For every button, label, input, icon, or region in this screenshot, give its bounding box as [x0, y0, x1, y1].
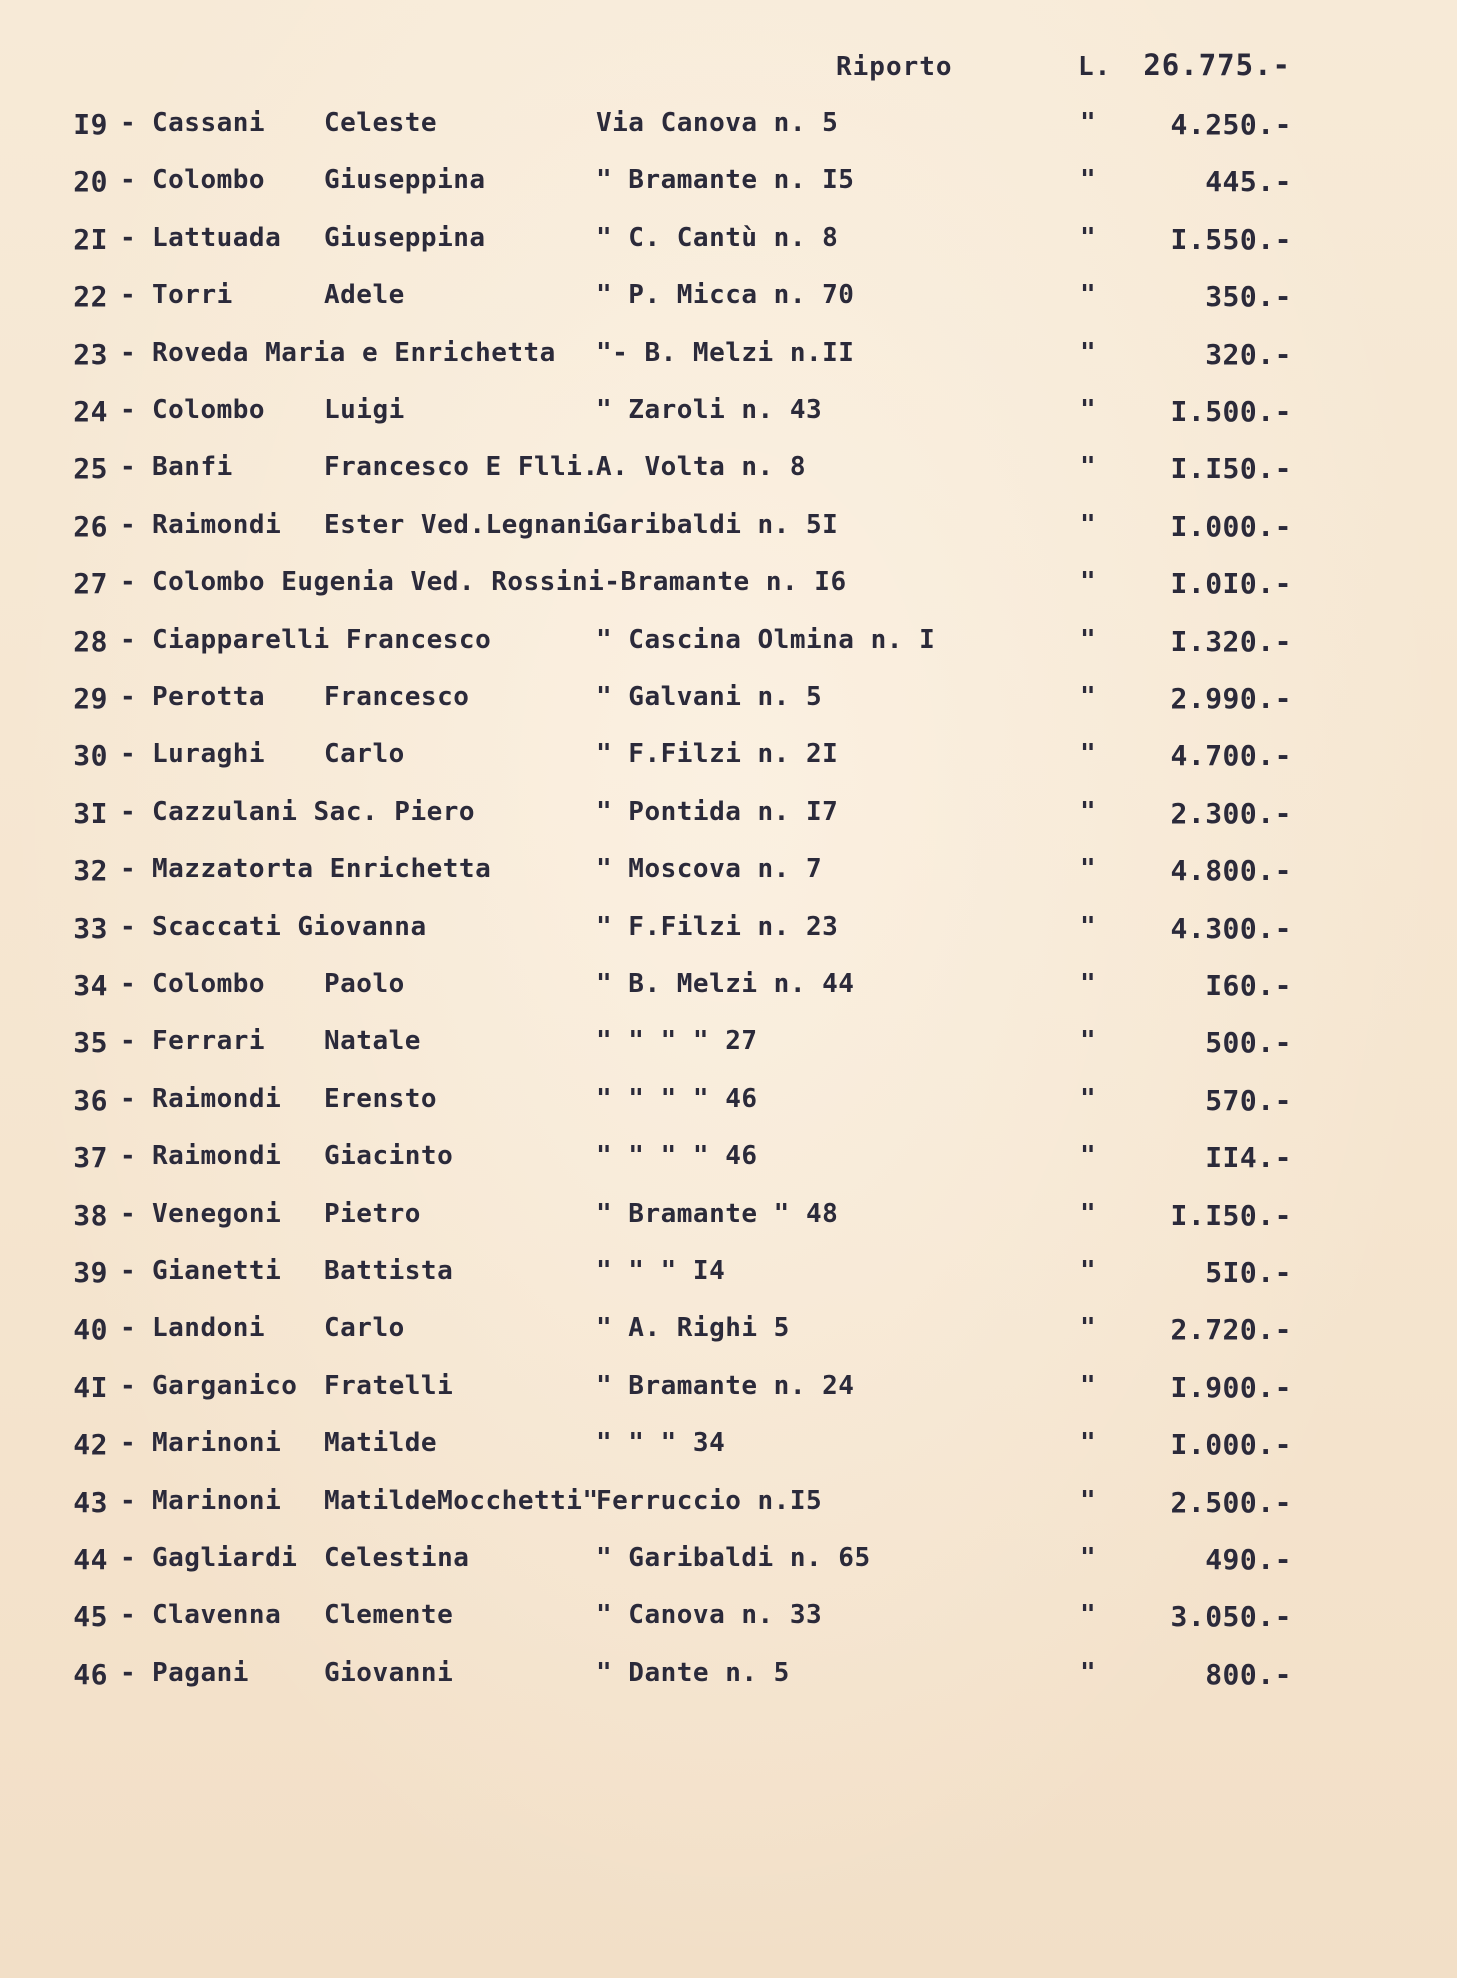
entry-address: "- B. Melzi n.II — [596, 337, 855, 368]
currency-label: L. — [1078, 52, 1112, 82]
entry-given-name: Francesco — [324, 682, 470, 712]
entry-dash: - — [120, 1485, 137, 1516]
entry-amount: 320.- — [1205, 337, 1292, 371]
list-item — [0, 272, 1457, 324]
entry-amount: 800.- — [1205, 1657, 1292, 1691]
entry-dash: - — [120, 1198, 137, 1229]
entry-ditto-mark: " — [1080, 1141, 1097, 1172]
carry-forward-label: Riporto — [836, 52, 953, 82]
entry-dash: - — [120, 682, 137, 712]
entry-dash: - — [120, 969, 137, 999]
list-item — [0, 904, 1457, 956]
list-item — [0, 789, 1457, 841]
entry-address: " B. Melzi n. 44 — [596, 969, 855, 999]
entry-dash: - — [120, 1026, 137, 1057]
list-item — [0, 444, 1457, 496]
entry-amount: I60.- — [1205, 969, 1292, 1002]
entry-name: Luraghi — [152, 739, 266, 770]
carry-forward-amount: 26.775.- — [1143, 48, 1291, 82]
entry-name: Garganico — [152, 1370, 298, 1401]
list-item — [0, 387, 1457, 439]
entry-dash: - — [120, 739, 137, 770]
entry-ditto-mark: " — [1080, 1198, 1097, 1229]
entry-dash: - — [120, 1141, 137, 1172]
entry-amount: II4.- — [1205, 1141, 1292, 1175]
entry-address: " Bramante " 48 — [596, 1198, 839, 1229]
entry-name: Cazzulani Sac. Piero — [152, 796, 476, 827]
entry-name: Gagliardi — [152, 1543, 298, 1573]
entry-ditto-mark: " — [1080, 1083, 1097, 1114]
entry-address: Via Canova n. 5 — [596, 108, 839, 138]
entry-address: Ferruccio n.I5 — [596, 1485, 823, 1516]
entry-given-name: Ester Ved.Legnani — [324, 509, 599, 540]
entry-amount: 4.250.- — [1170, 108, 1292, 141]
entry-name: Raimondi — [152, 509, 282, 540]
entry-amount: I.0I0.- — [1170, 567, 1292, 601]
entry-address: " Dante n. 5 — [596, 1657, 790, 1688]
entry-ditto-mark: " — [1080, 1485, 1097, 1516]
list-item — [0, 502, 1457, 554]
entry-amount: 445.- — [1205, 165, 1292, 199]
entry-given-name: Erensto — [324, 1083, 438, 1114]
entry-given-name: Celeste — [324, 108, 438, 138]
list-item — [0, 157, 1457, 209]
entry-address: " Pontida n. I7 — [596, 796, 839, 827]
entry-address: " P. Micca n. 70 — [596, 280, 855, 311]
entry-number: 4I — [73, 1370, 108, 1404]
entry-amount: 5I0.- — [1205, 1256, 1292, 1289]
list-item — [0, 1133, 1457, 1185]
entry-address: " " " I4 — [596, 1256, 726, 1286]
entry-number: 38 — [73, 1198, 108, 1232]
list-item — [0, 215, 1457, 267]
entry-number: 24 — [73, 395, 108, 428]
entry-amount: I.550.- — [1170, 222, 1292, 256]
entry-number: 30 — [73, 739, 108, 773]
entry-name: Cassani — [152, 108, 266, 138]
entry-amount: 500.- — [1205, 1026, 1292, 1060]
entry-amount: 4.800.- — [1170, 854, 1292, 888]
entry-address: " " " " 46 — [596, 1141, 758, 1172]
entry-ditto-mark: " — [1080, 1370, 1097, 1401]
entry-ditto-mark: " — [1080, 969, 1097, 999]
entry-number: 3I — [73, 796, 108, 830]
list-item — [0, 961, 1457, 1013]
entry-number: 25 — [73, 452, 108, 486]
entry-given-name: Pietro — [324, 1198, 421, 1229]
entry-name: Marinoni — [152, 1428, 282, 1459]
entry-dash: - — [120, 452, 137, 483]
entry-name: Landoni — [152, 1313, 266, 1344]
list-item — [0, 100, 1457, 152]
entry-name: Raimondi — [152, 1141, 282, 1172]
entry-number: 40 — [73, 1313, 108, 1347]
entry-amount: 2.720.- — [1170, 1313, 1292, 1347]
list-item — [0, 1305, 1457, 1357]
entry-ditto-mark: " — [1080, 1543, 1097, 1573]
list-item — [0, 1535, 1457, 1587]
entry-number: 29 — [73, 682, 108, 715]
entry-number: 2I — [73, 222, 108, 256]
list-item — [0, 1650, 1457, 1702]
entry-ditto-mark: " — [1080, 1313, 1097, 1344]
entry-dash: - — [120, 854, 137, 885]
entry-number: 20 — [73, 165, 108, 199]
entry-number: 22 — [73, 280, 108, 314]
entry-number: 32 — [73, 854, 108, 888]
entry-amount: I.500.- — [1170, 395, 1292, 428]
entry-given-name: Luigi — [324, 395, 405, 425]
list-item — [0, 559, 1457, 611]
entry-ditto-mark: " — [1080, 1428, 1097, 1459]
entry-number: 37 — [73, 1141, 108, 1175]
entry-name: Mazzatorta Enrichetta — [152, 854, 492, 885]
entry-address: " Zaroli n. 43 — [596, 395, 823, 425]
entry-amount: I.900.- — [1170, 1370, 1292, 1404]
list-item — [0, 1018, 1457, 1070]
entry-number: 26 — [73, 509, 108, 543]
entry-amount: I.320.- — [1170, 624, 1292, 658]
entry-address: " Bramante n. 24 — [596, 1370, 855, 1401]
entry-given-name: Celestina — [324, 1543, 470, 1573]
entry-amount: 2.300.- — [1170, 796, 1292, 830]
entry-amount: 2.500.- — [1170, 1485, 1292, 1519]
entry-given-name: Giovanni — [324, 1657, 454, 1688]
entry-dash: - — [120, 796, 137, 827]
entry-ditto-mark: " — [1080, 854, 1097, 885]
entry-address: " F.Filzi n. 23 — [596, 911, 839, 942]
list-item — [0, 1191, 1457, 1243]
entry-ditto-mark: " — [1080, 624, 1097, 655]
list-item — [0, 1248, 1457, 1300]
entry-address: " " " " 27 — [596, 1026, 758, 1057]
entry-name: Torri — [152, 280, 233, 311]
entry-address: " F.Filzi n. 2I — [596, 739, 839, 770]
entry-given-name: Carlo — [324, 1313, 405, 1344]
list-item — [0, 731, 1457, 783]
entry-address: " Cascina Olmina n. I — [596, 624, 936, 655]
entry-given-name: Giuseppina — [324, 165, 486, 196]
entry-given-name: Carlo — [324, 739, 405, 770]
entry-ditto-mark: " — [1080, 108, 1097, 138]
entry-number: 34 — [73, 969, 108, 1002]
list-item — [0, 330, 1457, 382]
entry-dash: - — [120, 1313, 137, 1344]
entry-ditto-mark: " — [1080, 509, 1097, 540]
entry-given-name: MatildeMocchetti" — [324, 1485, 599, 1516]
entry-given-name: Matilde — [324, 1428, 438, 1459]
entry-dash: - — [120, 509, 137, 540]
entry-dash: - — [120, 567, 137, 598]
entry-ditto-mark: " — [1080, 796, 1097, 827]
entry-ditto-mark: " — [1080, 1600, 1097, 1631]
entry-ditto-mark: " — [1080, 165, 1097, 196]
list-item — [0, 674, 1457, 726]
list-item — [0, 1478, 1457, 1530]
entry-given-name: Battista — [324, 1256, 454, 1286]
entry-dash: - — [120, 1600, 137, 1631]
entry-address: " " " 34 — [596, 1428, 726, 1459]
entry-dash: - — [120, 911, 137, 942]
entry-name: Scaccati Giovanna — [152, 911, 427, 942]
entry-ditto-mark: " — [1080, 452, 1097, 483]
entry-name: Ciapparelli Francesco — [152, 624, 492, 655]
entry-number: 23 — [73, 337, 108, 371]
entry-address: " Bramante n. I5 — [596, 165, 855, 196]
entry-number: 35 — [73, 1026, 108, 1060]
entry-given-name: Adele — [324, 280, 405, 311]
entry-number: 42 — [73, 1428, 108, 1462]
entry-number: 27 — [73, 567, 108, 601]
entry-given-name: Natale — [324, 1026, 421, 1057]
entry-dash: - — [120, 1543, 137, 1573]
entry-given-name: Paolo — [324, 969, 405, 999]
entry-amount: I.000.- — [1170, 1428, 1292, 1462]
entry-name: Pagani — [152, 1657, 249, 1688]
entry-dash: - — [120, 395, 137, 425]
entry-ditto-mark: " — [1080, 1256, 1097, 1286]
entry-address: Garibaldi n. 5I — [596, 509, 839, 540]
list-item — [0, 1363, 1457, 1415]
entry-amount: 350.- — [1205, 280, 1292, 314]
entry-name: Colombo — [152, 969, 266, 999]
entry-given-name: Fratelli — [324, 1370, 454, 1401]
entry-address: " Canova n. 33 — [596, 1600, 823, 1631]
entry-ditto-mark: " — [1080, 567, 1097, 598]
entry-address: " A. Righi 5 — [596, 1313, 790, 1344]
entry-name: Lattuada — [152, 222, 282, 253]
entry-amount: I.I50.- — [1170, 452, 1292, 486]
entry-amount: I.I50.- — [1170, 1198, 1292, 1232]
entry-dash: - — [120, 280, 137, 311]
entry-ditto-mark: " — [1080, 682, 1097, 712]
entry-name: Clavenna — [152, 1600, 282, 1631]
entry-given-name: Giuseppina — [324, 222, 486, 253]
entry-name: Colombo — [152, 395, 266, 425]
entry-dash: - — [120, 1657, 137, 1688]
entry-name: Marinoni — [152, 1485, 282, 1516]
entry-number: 44 — [73, 1543, 108, 1576]
entry-ditto-mark: " — [1080, 739, 1097, 770]
entry-number: 28 — [73, 624, 108, 658]
entry-number: 43 — [73, 1485, 108, 1519]
entry-name: Ferrari — [152, 1026, 266, 1057]
entry-dash: - — [120, 624, 137, 655]
entry-ditto-mark: " — [1080, 911, 1097, 942]
entry-number: 39 — [73, 1256, 108, 1289]
entry-name: Raimondi — [152, 1083, 282, 1114]
entry-given-name: Giacinto — [324, 1141, 454, 1172]
entry-name: Roveda Maria e Enrichetta — [152, 337, 556, 368]
list-item — [0, 1592, 1457, 1644]
entry-dash: - — [120, 1428, 137, 1459]
entry-name: Gianetti — [152, 1256, 282, 1286]
entry-address: " " " " 46 — [596, 1083, 758, 1114]
entry-name: Venegoni — [152, 1198, 282, 1229]
entry-address: " Moscova n. 7 — [596, 854, 823, 885]
entry-ditto-mark: " — [1080, 1657, 1097, 1688]
entry-name: Banfi — [152, 452, 233, 483]
entry-dash: - — [120, 165, 137, 196]
entry-number: 46 — [73, 1657, 108, 1691]
entry-address: A. Volta n. 8 — [596, 452, 806, 483]
entry-amount: 3.050.- — [1170, 1600, 1292, 1634]
entry-name: Perotta — [152, 682, 266, 712]
list-item — [0, 846, 1457, 898]
entry-dash: - — [120, 222, 137, 253]
entry-ditto-mark: " — [1080, 1026, 1097, 1057]
carry-forward-line — [0, 48, 1457, 88]
entry-address: " Galvani n. 5 — [596, 682, 823, 712]
entry-dash: - — [120, 1083, 137, 1114]
entry-number: I9 — [73, 108, 108, 141]
entry-name: Colombo — [152, 165, 266, 196]
entry-ditto-mark: " — [1080, 222, 1097, 253]
entry-amount: 2.990.- — [1170, 682, 1292, 715]
list-item — [0, 1420, 1457, 1472]
entry-number: 36 — [73, 1083, 108, 1117]
entry-dash: - — [120, 337, 137, 368]
entry-amount: 490.- — [1205, 1543, 1292, 1576]
entry-ditto-mark: " — [1080, 280, 1097, 311]
entry-amount: 570.- — [1205, 1083, 1292, 1117]
entry-address: " C. Cantù n. 8 — [596, 222, 839, 253]
entry-number: 45 — [73, 1600, 108, 1634]
entry-amount: 4.700.- — [1170, 739, 1292, 773]
entry-amount: I.000.- — [1170, 509, 1292, 543]
entry-dash: - — [120, 1256, 137, 1286]
entry-dash: - — [120, 1370, 137, 1401]
entry-name: Colombo Eugenia Ved. Rossini-Bramante n. I6 — [152, 567, 847, 598]
entry-dash: - — [120, 108, 137, 138]
list-item — [0, 617, 1457, 669]
entry-amount: 4.300.- — [1170, 911, 1292, 945]
entry-address: " Garibaldi n. 65 — [596, 1543, 871, 1573]
entry-number: 33 — [73, 911, 108, 945]
entry-ditto-mark: " — [1080, 395, 1097, 425]
entry-given-name: Clemente — [324, 1600, 454, 1631]
list-item — [0, 1076, 1457, 1128]
entry-ditto-mark: " — [1080, 337, 1097, 368]
entry-given-name: Francesco E Flli. — [324, 452, 599, 483]
